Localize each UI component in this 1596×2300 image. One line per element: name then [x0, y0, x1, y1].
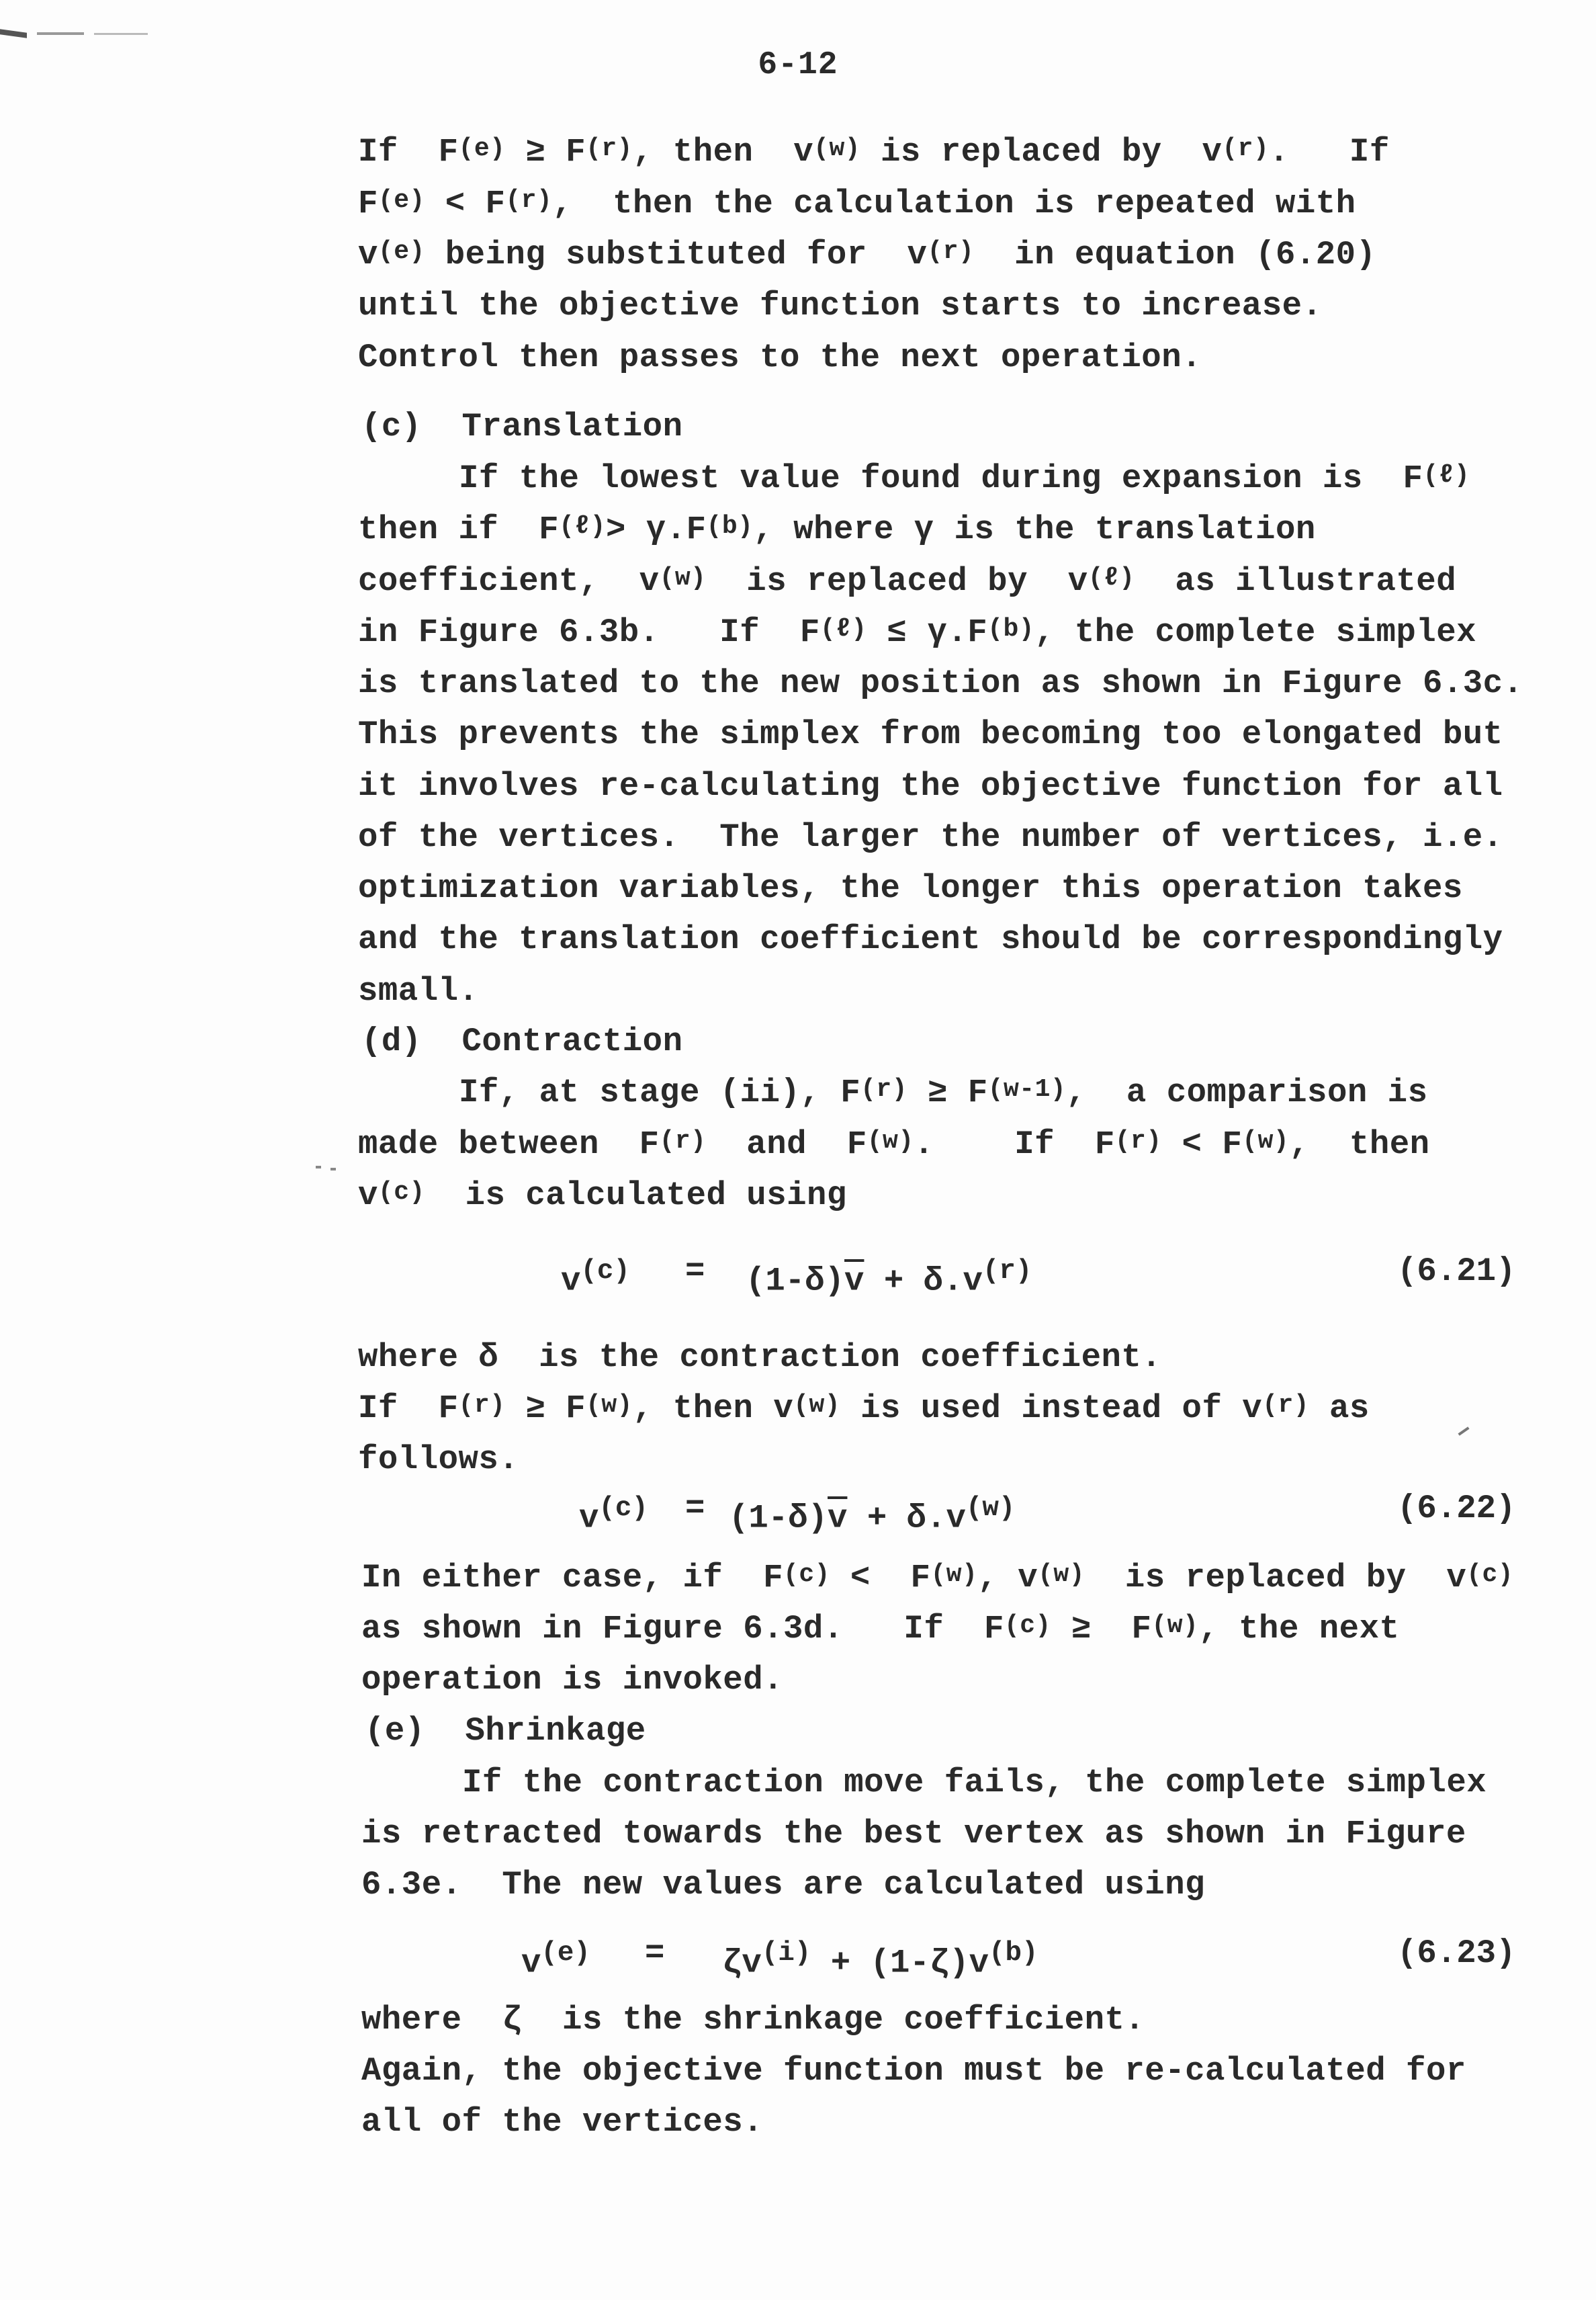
- text-line: made between $F^{(r)}$ and $F^{(w)}$. If $F^{(r)} < F^{(w)}$, then: [358, 1125, 1430, 1163]
- text-line: $v^{(e)}$ being substituted for $v^{(r)}$ in equation (6.20): [358, 236, 1376, 273]
- text-line: then if $F^{(\ell)}> \gamma.F^{(b)}$, where γ is the translation: [358, 511, 1316, 548]
- superscript: (w): [930, 1560, 978, 1589]
- superscript: (r): [505, 186, 553, 215]
- text-line: until the objective function starts to increase.: [358, 287, 1323, 325]
- superscript: (r): [586, 134, 633, 163]
- superscript: (b): [706, 512, 754, 541]
- superscript: (ℓ): [1423, 461, 1470, 490]
- v-bar: $\overline{v}$: [844, 1262, 864, 1300]
- equation-number: (6.23): [1397, 1934, 1516, 1972]
- text-line: small.: [358, 972, 479, 1010]
- superscript: (r): [659, 1127, 707, 1156]
- text-line: of the vertices. The larger the number of vertices, i.e.: [358, 818, 1503, 856]
- text-line: as shown in Figure 6.3d. If $F^{(c)} \ge F^{(w)}$, the next: [361, 1610, 1400, 1648]
- text-line: (c) Translation: [361, 408, 683, 445]
- text-line: Again, the objective function must be re-calculated for: [361, 2052, 1466, 2090]
- equation-rhs: $(1-\delta)\overline{v} + \delta.v^{(w)}$: [729, 1493, 1016, 1537]
- equation-equals: =: [685, 1252, 705, 1290]
- text-line: all of the vertices.: [361, 2103, 764, 2141]
- equation-rhs: $\zeta v^{(i)} + (1-\zeta)v^{(b)}$: [722, 1938, 1038, 1982]
- pen-mark: [1458, 1426, 1469, 1436]
- text-line: operation is invoked.: [361, 1661, 784, 1699]
- scan-artifact-mark: [0, 31, 154, 39]
- superscript: (e): [458, 134, 506, 163]
- text-line: and the translation coefficient should be correspondingly: [358, 921, 1503, 958]
- equation-rhs: $(1-\delta)\overline{v} + \delta.v^{(r)}$: [746, 1256, 1032, 1300]
- superscript: (w): [1038, 1560, 1085, 1589]
- superscript: (r): [458, 1391, 506, 1420]
- text-line: $F^{(e)} < F^{(r)}$, then the calculation is repeated with: [358, 185, 1356, 222]
- superscript: (ℓ): [819, 615, 867, 644]
- superscript: (c): [783, 1560, 830, 1589]
- superscript: (r): [860, 1075, 908, 1104]
- text-line: follows.: [358, 1441, 519, 1478]
- scan-speck: [330, 1168, 336, 1170]
- text-line: where δ is the contraction coefficient.: [358, 1338, 1162, 1376]
- text-line: (d) Contraction: [361, 1023, 683, 1060]
- superscript: (b): [988, 1938, 1038, 1969]
- text-line: coefficient, $v^{(w)}$ is replaced by $v^{(\ell)}$ as illustrated: [358, 562, 1457, 600]
- superscript: (i): [761, 1938, 811, 1969]
- superscript: (w): [867, 1127, 914, 1156]
- superscript: (w): [659, 564, 707, 593]
- equation-lhs: $v^{(c)}$: [561, 1256, 630, 1300]
- scan-speck: [316, 1166, 321, 1168]
- superscript: (e): [378, 186, 425, 215]
- superscript: (r): [1262, 1391, 1310, 1420]
- text-line: If the lowest value found during expansion is $F^{(\ell)}$: [459, 460, 1470, 497]
- text-line: where ζ is the shrinkage coefficient.: [361, 2001, 1145, 2039]
- superscript: (w): [586, 1391, 633, 1420]
- text-line: 6.3e. The new values are calculated using: [361, 1866, 1206, 1904]
- equation-lhs: $v^{(c)}$: [579, 1493, 648, 1537]
- text-line: is translated to the new position as shown in Figure 6.3c.: [358, 665, 1523, 702]
- superscript: (w-1): [987, 1075, 1067, 1104]
- superscript: (r): [982, 1256, 1032, 1287]
- superscript: (w): [813, 134, 861, 163]
- text-line: it involves re-calculating the objective function for all: [358, 767, 1503, 805]
- text-line: This prevents the simplex from becoming too elongated but: [358, 716, 1503, 753]
- superscript: (w): [1242, 1127, 1290, 1156]
- v-bar: $\overline{v}$: [828, 1499, 848, 1537]
- superscript: (c): [1004, 1611, 1051, 1640]
- superscript: (ℓ): [559, 512, 606, 541]
- text-line: In either case, if $F^{(c)} < F^{(w)}$, $v^{(w)}$ is replaced by $v^{(c)}$: [361, 1559, 1514, 1596]
- text-line: (e) Shrinkage: [365, 1712, 646, 1750]
- superscript: (r): [927, 237, 975, 266]
- superscript: (w): [793, 1391, 841, 1420]
- superscript: (r): [1222, 134, 1270, 163]
- text-line: If $F^{(r)} \ge F^{(w)}$, then $v^{(w)}$ is used instead of $v^{(r)}$ as: [358, 1390, 1370, 1427]
- superscript: (w): [1151, 1611, 1199, 1640]
- equation-lhs: $v^{(e)}$: [521, 1938, 590, 1982]
- text-line: $v^{(c)}$ is calculated using: [358, 1177, 847, 1214]
- superscript: (c): [378, 1178, 425, 1207]
- superscript: (e): [378, 237, 425, 266]
- superscript: (c): [598, 1493, 648, 1524]
- superscript: (e): [541, 1938, 590, 1969]
- equation-equals: =: [645, 1934, 665, 1972]
- equation-number: (6.21): [1397, 1252, 1516, 1290]
- text-line: Control then passes to the next operation.: [358, 339, 1202, 376]
- text-line: is retracted towards the best vertex as shown in Figure: [361, 1815, 1466, 1852]
- equation-number: (6.22): [1397, 1490, 1516, 1527]
- equation-equals: =: [685, 1490, 705, 1527]
- page-number: 6-12: [758, 47, 838, 83]
- text-line: If, at stage (ii), $F^{(r)} \ge F^{(w-1)}$, a comparison is: [459, 1074, 1428, 1111]
- text-line: If $F^{(e)} \ge F^{(r)}$, then $v^{(w)}$ is replaced by $v^{(r)}$. If: [358, 133, 1390, 171]
- superscript: (c): [580, 1256, 630, 1287]
- superscript: (c): [1466, 1560, 1514, 1589]
- superscript: (b): [987, 615, 1035, 644]
- superscript: (ℓ): [1088, 564, 1135, 593]
- text-line: in Figure 6.3b. If $F^{(\ell)} \le \gamma.F^{(b)}$, the complete simplex: [358, 613, 1476, 651]
- superscript: (r): [1114, 1127, 1162, 1156]
- text-line: If the contraction move fails, the complete simplex: [462, 1764, 1487, 1801]
- superscript: (w): [965, 1493, 1016, 1524]
- text-line: optimization variables, the longer this operation takes: [358, 869, 1463, 907]
